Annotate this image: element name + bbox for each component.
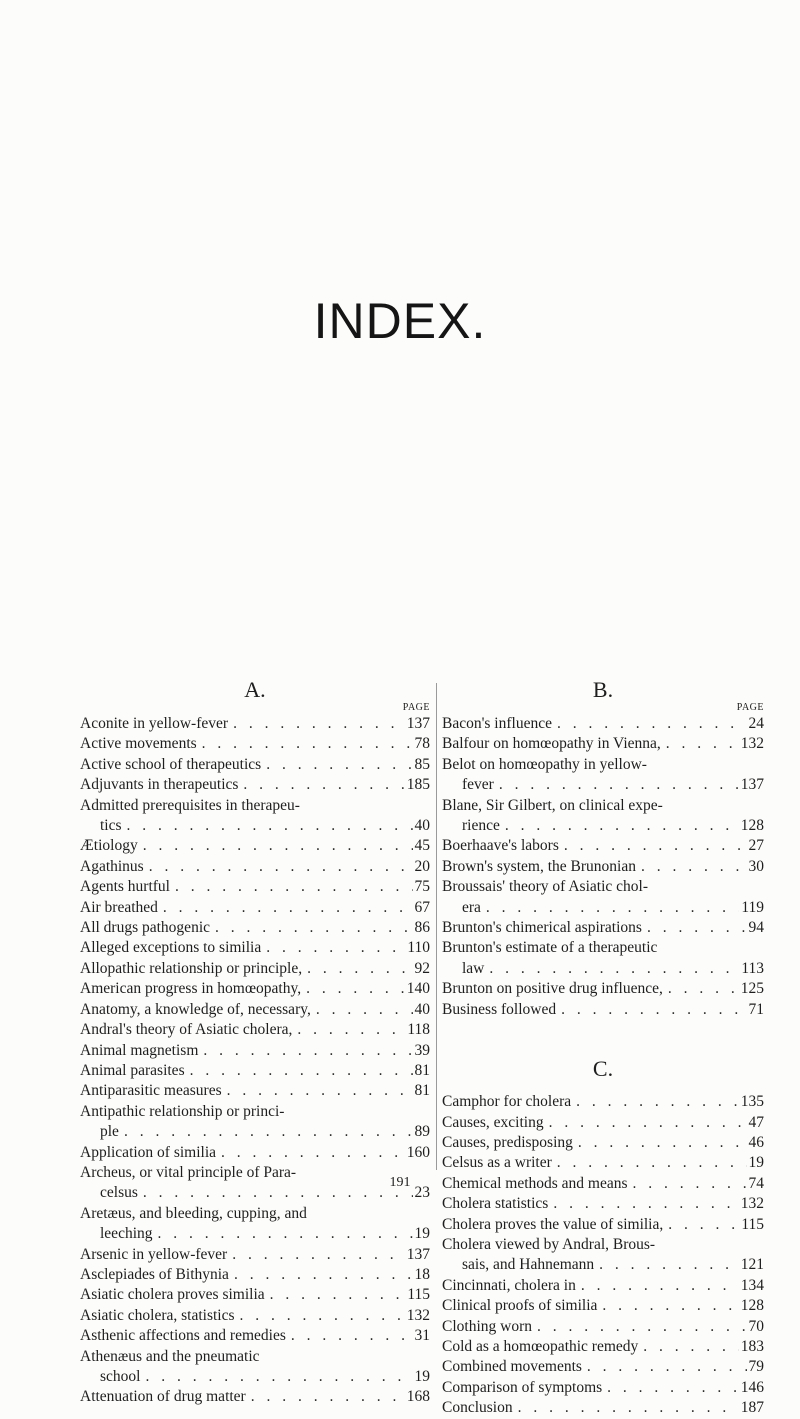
entry-page-number: 19 — [414, 1368, 430, 1385]
index-entry — [442, 1296, 764, 1316]
index-entry — [80, 1306, 430, 1326]
entry-text: Application of similia — [80, 1143, 217, 1161]
index-entry — [442, 1235, 764, 1255]
dot-leader — [549, 1113, 747, 1133]
index-entry — [442, 1398, 764, 1418]
entry-text: Causes, predisposing — [442, 1133, 573, 1151]
entry-text: Brown's system, the Brunonian — [442, 857, 636, 875]
entry-text: rience — [462, 817, 500, 835]
dot-leader — [297, 1020, 405, 1040]
section-letter-c: C. — [592, 1056, 614, 1082]
dot-leader — [537, 1317, 747, 1337]
dot-leader — [291, 1326, 413, 1346]
entry-text: law — [462, 959, 485, 977]
dot-leader — [270, 1285, 406, 1305]
entry-text: Agents hurtful — [80, 878, 170, 896]
entry-page-number: 74 — [748, 1174, 764, 1192]
index-entry — [442, 1276, 764, 1296]
section-spacer — [442, 1082, 764, 1092]
dot-leader — [668, 979, 739, 999]
dot-leader — [599, 1255, 739, 1275]
dot-leader — [607, 1378, 739, 1398]
entry-text: Balfour on homœopathy in Vienna, — [442, 735, 661, 753]
index-entry — [80, 918, 430, 938]
entry-page-number: 46 — [748, 1133, 764, 1151]
dot-leader — [557, 1153, 747, 1173]
dot-leader — [266, 755, 412, 775]
index-entry — [80, 1326, 430, 1346]
entry-page-number: 135 — [740, 1093, 764, 1111]
dot-leader — [190, 1061, 413, 1081]
entry-text: Adjuvants in therapeutics — [80, 776, 239, 794]
index-entry — [80, 714, 430, 734]
page-title: INDEX. — [313, 293, 487, 349]
entry-text: ple — [100, 1123, 119, 1141]
entry-page-number: 115 — [741, 1215, 764, 1233]
entry-text: Active school of therapeutics — [80, 755, 262, 773]
entry-text: sais, and Hahnemann — [462, 1256, 595, 1274]
index-entry — [80, 959, 430, 979]
entry-text: Combined movements — [442, 1358, 582, 1376]
entry-page-number: 86 — [414, 919, 430, 937]
entry-text: Ætiology — [80, 837, 138, 855]
entry-page-number: 81 — [414, 1061, 430, 1079]
entry-list-c — [442, 1092, 764, 1419]
entry-page-number: 128 — [740, 1297, 764, 1315]
entry-text: Cold as a homœopathic remedy — [442, 1337, 639, 1355]
index-entry-continuation — [442, 898, 764, 918]
entry-page-number: 45 — [414, 837, 430, 855]
entry-page-number: 119 — [741, 898, 764, 916]
entry-text: Admitted prerequisites in therapeu- — [80, 796, 300, 814]
entry-text: Antipathic relationship or princi- — [80, 1102, 285, 1120]
index-column-b-c — [442, 678, 764, 1419]
entry-page-number: 30 — [748, 857, 764, 875]
dot-leader — [518, 1398, 739, 1418]
dot-leader — [227, 1081, 413, 1101]
entry-text: Chemical methods and means — [442, 1174, 628, 1192]
dot-leader — [143, 836, 413, 856]
index-entry — [80, 734, 430, 754]
dot-leader — [306, 979, 405, 999]
dot-leader — [486, 898, 739, 918]
index-entry — [442, 1092, 764, 1112]
index-entry — [80, 1285, 430, 1305]
index-entry — [80, 1020, 430, 1040]
entry-page-number: 79 — [748, 1358, 764, 1376]
index-entry — [80, 1143, 430, 1163]
dot-leader — [643, 1337, 738, 1357]
entry-text: Bacon's influence — [442, 715, 552, 732]
index-entry — [80, 1347, 430, 1367]
entry-page-number: 23 — [414, 1184, 430, 1202]
entry-text: Cholera statistics — [442, 1195, 549, 1213]
entry-text: Comparison of symptoms — [442, 1378, 603, 1396]
entry-page-number: 137 — [406, 715, 430, 732]
dot-leader — [641, 857, 747, 877]
entry-page-number: 19 — [748, 1154, 764, 1172]
entry-text: Camphor for cholera — [442, 1093, 572, 1111]
index-entry — [80, 1000, 430, 1020]
entry-text: Boerhaave's labors — [442, 837, 559, 855]
dot-leader — [316, 1000, 413, 1020]
dot-leader — [266, 938, 405, 958]
entry-text: fever — [462, 776, 494, 794]
entry-text: tics — [100, 817, 122, 835]
entry-text: Antiparasitic measures — [80, 1082, 222, 1100]
index-entry-continuation — [442, 775, 764, 795]
entry-page-number: 94 — [748, 919, 764, 937]
entry-page-number: 118 — [407, 1021, 430, 1039]
entry-text: Business followed — [442, 1000, 557, 1018]
entry-text: Cholera viewed by Andral, Brous- — [442, 1235, 656, 1253]
dot-leader — [203, 1041, 412, 1061]
entry-text: Cholera proves the value of similia, — [442, 1215, 664, 1233]
entry-text: Brunton on positive drug influence, — [442, 980, 663, 998]
entry-text: Asthenic affections and remedies — [80, 1327, 286, 1345]
entry-text: Clothing worn — [442, 1317, 532, 1335]
index-entry — [80, 775, 430, 795]
entry-page-number: 39 — [414, 1041, 430, 1059]
entry-text: Animal parasites — [80, 1061, 185, 1079]
index-entry — [80, 1204, 430, 1224]
entry-page-number: 20 — [414, 857, 430, 875]
entry-text: Broussais' theory of Asiatic chol- — [442, 878, 648, 896]
index-entry — [442, 1317, 764, 1337]
entry-text: Causes, exciting — [442, 1113, 544, 1131]
entry-text: Belot on homœopathy in yellow- — [442, 755, 647, 773]
entry-text: Aconite in yellow-fever — [80, 715, 229, 732]
entry-page-number: 115 — [407, 1286, 430, 1304]
index-entry — [80, 898, 430, 918]
entry-page-number: 134 — [740, 1276, 764, 1294]
dot-leader — [232, 1245, 405, 1265]
entry-page-number: 185 — [406, 776, 430, 794]
entry-text: Clinical proofs of similia — [442, 1297, 598, 1315]
dot-leader — [576, 1092, 739, 1112]
entry-text: Celsus as a writer — [442, 1154, 552, 1172]
entry-page-number: 85 — [414, 755, 430, 773]
entry-page-number: 137 — [740, 776, 764, 794]
entry-page-number: 18 — [414, 1265, 430, 1283]
dot-leader — [202, 734, 413, 754]
entry-page-number: 67 — [414, 898, 430, 916]
index-entry — [442, 1215, 764, 1235]
index-entry — [442, 1000, 764, 1020]
entry-text: Brunton's estimate of a therapeutic — [442, 939, 658, 957]
dot-leader — [221, 1143, 405, 1163]
dot-leader — [233, 714, 405, 734]
entry-page-number: 27 — [748, 837, 764, 855]
entry-text: Asiatic cholera, statistics — [80, 1306, 235, 1324]
dot-leader — [505, 816, 739, 836]
index-entry-continuation — [80, 1224, 430, 1244]
entry-page-number: 183 — [740, 1337, 764, 1355]
entry-page-number: 70 — [748, 1317, 764, 1335]
entry-text: Agathinus — [80, 857, 144, 875]
index-entry — [442, 938, 764, 958]
index-entry — [80, 796, 430, 816]
section-letter-b: B. — [592, 677, 614, 702]
index-entry — [442, 796, 764, 816]
entry-list-b — [442, 714, 764, 1020]
index-entry — [80, 1102, 430, 1122]
dot-leader — [145, 1367, 412, 1387]
index-entry-continuation — [80, 1367, 430, 1387]
entry-text: era — [462, 898, 481, 916]
entry-page-number: 71 — [748, 1000, 764, 1018]
entry-page-number: 132 — [740, 1195, 764, 1213]
index-entry — [442, 1194, 764, 1214]
entry-text: Alleged exceptions to similia — [80, 939, 262, 957]
index-entry — [80, 1387, 430, 1407]
dot-leader — [215, 918, 412, 938]
section-spacer — [442, 1020, 764, 1056]
index-entry-continuation — [80, 1122, 430, 1142]
entry-page-number: 24 — [748, 715, 764, 732]
dot-leader — [564, 836, 747, 856]
index-entry — [442, 857, 764, 877]
index-entry-continuation — [80, 816, 430, 836]
entry-text: Attenuation of drug matter — [80, 1388, 246, 1406]
entry-page-number: 140 — [406, 980, 430, 998]
dot-leader — [307, 959, 412, 979]
index-entry — [80, 1081, 430, 1101]
index-entry — [80, 755, 430, 775]
index-entry — [442, 877, 764, 897]
entry-text: Andral's theory of Asiatic cholera, — [80, 1021, 293, 1039]
page-column-label: PAGE — [736, 702, 764, 713]
index-entry — [80, 857, 430, 877]
entry-page-number: 132 — [740, 735, 764, 753]
entry-list-a — [80, 714, 430, 1408]
entry-page-number: 81 — [414, 1082, 430, 1100]
entry-page-number: 110 — [407, 939, 430, 957]
index-entry — [80, 938, 430, 958]
dot-leader — [666, 734, 739, 754]
entry-page-number: 132 — [406, 1306, 430, 1324]
entry-text: American progress in homœopathy, — [80, 980, 302, 998]
entry-page-number: 160 — [406, 1143, 430, 1161]
entry-page-number: 113 — [741, 959, 764, 977]
index-entry — [442, 1337, 764, 1357]
entry-text: Air breathed — [80, 898, 158, 916]
entry-text: leeching — [100, 1225, 153, 1243]
index-entry — [442, 1378, 764, 1398]
entry-text: Asclepiades of Bithynia — [80, 1265, 229, 1283]
index-entry-continuation — [442, 816, 764, 836]
index-entry — [80, 1041, 430, 1061]
entry-text: Anatomy, a knowledge of, necessary, — [80, 1000, 311, 1018]
index-entry — [442, 714, 764, 734]
dot-leader — [668, 1215, 739, 1235]
entry-page-number: 92 — [414, 959, 430, 977]
entry-text: school — [100, 1368, 141, 1385]
entry-page-number: 19 — [414, 1225, 430, 1243]
index-entry — [442, 979, 764, 999]
dot-leader — [647, 918, 747, 938]
entry-page-number: 89 — [414, 1123, 430, 1141]
dot-leader — [243, 775, 404, 795]
page-column-label: PAGE — [402, 702, 430, 713]
index-column-a — [80, 678, 430, 1408]
index-entry — [442, 836, 764, 856]
entry-text: Animal magnetism — [80, 1041, 199, 1059]
entry-text: Archeus, or vital principle of Para- — [80, 1163, 297, 1181]
entry-text: Athenæus and the pneumatic — [80, 1347, 260, 1365]
entry-page-number: 121 — [740, 1256, 764, 1274]
dot-leader — [163, 898, 413, 918]
dot-leader — [553, 1194, 738, 1214]
dot-leader — [581, 1276, 739, 1296]
dot-leader — [127, 816, 413, 836]
index-entry-continuation — [442, 1255, 764, 1275]
dot-leader — [240, 1306, 405, 1326]
dot-leader — [499, 775, 739, 795]
entry-text: Blane, Sir Gilbert, on clinical expe- — [442, 796, 663, 814]
index-entry — [442, 1133, 764, 1153]
entry-page-number: 125 — [740, 980, 764, 998]
column-divider — [436, 683, 437, 1170]
entry-text: All drugs pathogenic — [80, 919, 211, 937]
entry-text: Allopathic relationship or principle, — [80, 959, 303, 977]
entry-text: Cincinnati, cholera in — [442, 1276, 576, 1294]
index-entry — [80, 836, 430, 856]
index-entry — [80, 1265, 430, 1285]
entry-text: Active movements — [80, 735, 197, 753]
index-entry — [442, 734, 764, 754]
entry-text: celsus — [100, 1184, 138, 1202]
entry-text: Brunton's chimerical aspirations — [442, 919, 642, 937]
index-entry — [442, 1153, 764, 1173]
index-entry — [442, 918, 764, 938]
entry-page-number: 137 — [406, 1245, 430, 1263]
entry-page-number: 146 — [740, 1378, 764, 1396]
index-entry — [80, 877, 430, 897]
dot-leader — [175, 877, 413, 897]
dot-leader — [234, 1265, 413, 1285]
entry-page-number: 75 — [414, 878, 430, 896]
entry-text: Aretæus, and bleeding, cupping, and — [80, 1204, 307, 1222]
page-number: 191 — [389, 1175, 411, 1190]
entry-text: Conclusion — [442, 1399, 513, 1417]
entry-page-number: 40 — [414, 817, 430, 835]
entry-page-number: 128 — [740, 817, 764, 835]
entry-page-number: 40 — [414, 1000, 430, 1018]
dot-leader — [561, 1000, 746, 1020]
entry-page-number: 31 — [414, 1327, 430, 1345]
entry-page-number: 47 — [748, 1113, 764, 1131]
entry-text: Arsenic in yellow-fever — [80, 1245, 228, 1263]
index-entry — [442, 1113, 764, 1133]
dot-leader — [587, 1357, 747, 1377]
entry-page-number: 168 — [406, 1388, 430, 1406]
index-entry — [80, 1061, 430, 1081]
index-entry — [442, 755, 764, 775]
dot-leader — [124, 1122, 413, 1142]
section-letter-a: A. — [244, 677, 266, 702]
dot-leader — [251, 1387, 405, 1407]
index-entry — [80, 1245, 430, 1265]
dot-leader — [158, 1224, 413, 1244]
dot-leader — [149, 857, 413, 877]
dot-leader — [602, 1296, 738, 1316]
entry-page-number: 187 — [740, 1399, 764, 1417]
dot-leader — [578, 1133, 747, 1153]
dot-leader — [489, 959, 739, 979]
dot-leader — [557, 714, 747, 734]
index-entry — [442, 1357, 764, 1377]
index-entry-continuation — [442, 959, 764, 979]
entry-text: Asiatic cholera proves similia — [80, 1286, 265, 1304]
entry-page-number: 78 — [414, 735, 430, 753]
index-entry — [80, 979, 430, 999]
